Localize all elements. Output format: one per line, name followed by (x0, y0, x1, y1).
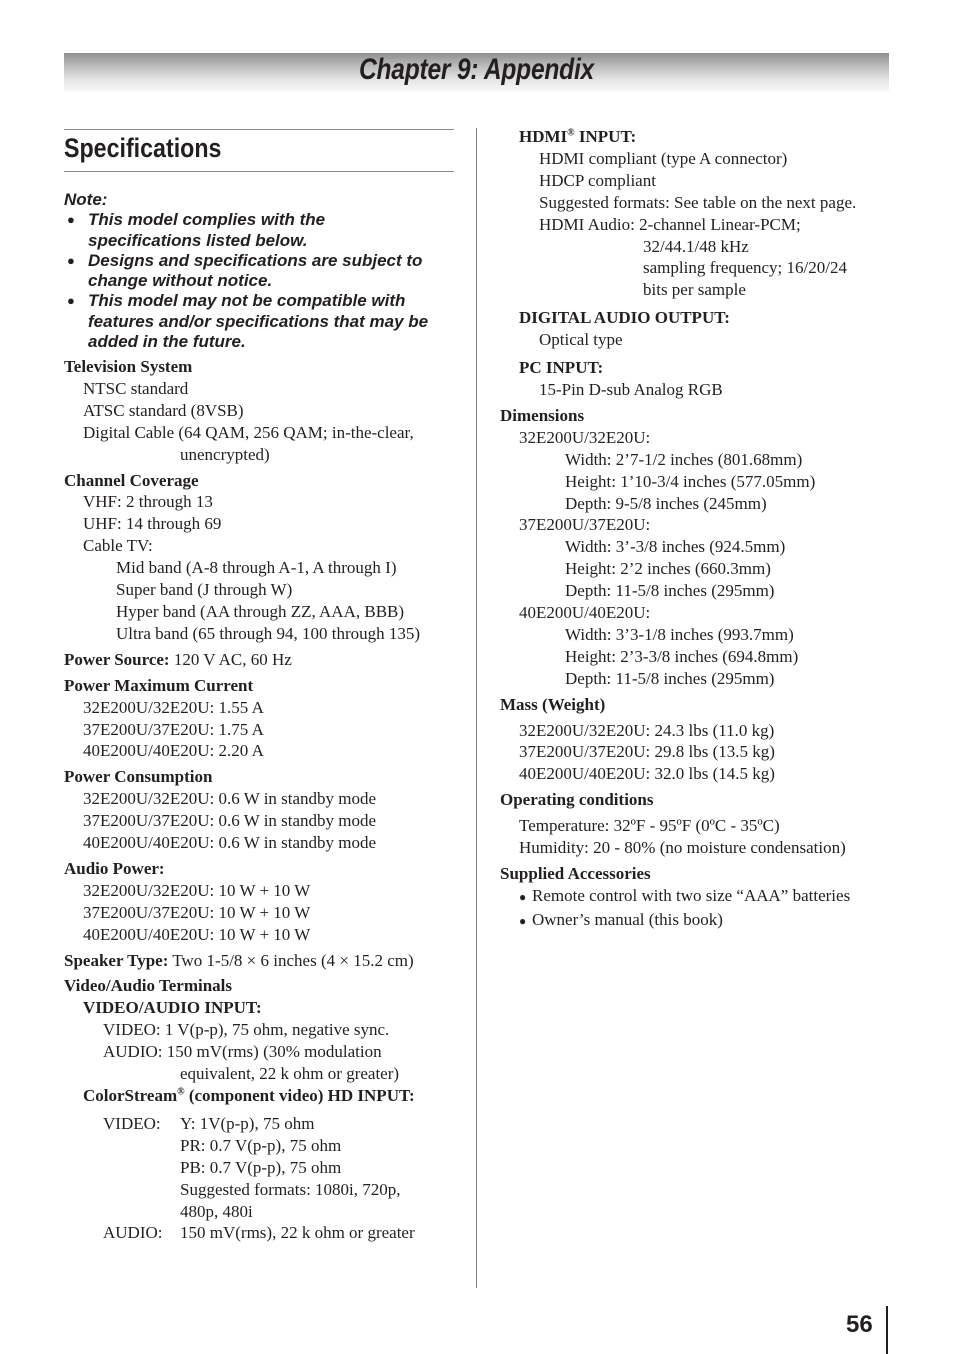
spec-line: sampling frequency; 16/20/24 (643, 258, 847, 278)
spec-line: Suggested formats: See table on the next page. (539, 192, 857, 212)
spec-value: Y: 1V(p-p), 75 ohm (180, 1113, 315, 1133)
note-label: Note: (64, 190, 108, 209)
spec-heading-terminals: Video/Audio Terminals (64, 976, 232, 996)
spec-label: ColorStream (83, 1086, 178, 1105)
spec-line: NTSC standard (83, 378, 189, 398)
note-line: specifications listed below. (88, 230, 308, 250)
column-divider (476, 128, 477, 1288)
left-spec-column (64, 356, 464, 1244)
spec-line: Owner’s manual (this book) (532, 909, 723, 929)
note-block (64, 190, 464, 352)
spec-line: Width: 3’3-1/8 inches (993.7mm) (565, 624, 794, 644)
spec-heading-mass: Mass (Weight) (500, 694, 606, 714)
bullet-icon: ● (519, 913, 527, 928)
spec-line: 15-Pin D-sub Analog RGB (539, 379, 723, 399)
spec-heading-tv-system: Television System (64, 357, 193, 376)
spec-heading-power-consumption: Power Consumption (64, 767, 213, 787)
spec-line: 32E200U/32E20U: 24.3 lbs (11.0 kg) (519, 720, 775, 740)
spec-line: PB: 0.7 V(p-p), 75 ohm (180, 1157, 342, 1177)
spec-line: Suggested formats: 1080i, 720p, (180, 1179, 401, 1199)
spec-line: 37E200U/37E20U: 0.6 W in standby mode (83, 811, 377, 831)
spec-heading-operating: Operating conditions (500, 790, 654, 810)
spec-label: VIDEO: (103, 1113, 161, 1133)
spec-line: Cable TV: (83, 536, 153, 556)
page-number: 56 (846, 1311, 873, 1338)
bullet-icon: ● (67, 252, 75, 268)
spec-line: 40E200U/40E20U: 32.0 lbs (14.5 kg) (519, 764, 775, 784)
note-line: This model may not be compatible with (88, 291, 406, 311)
spec-line: VHF: 2 through 13 (83, 492, 213, 512)
bullet-icon: ● (67, 293, 75, 309)
note-item (64, 210, 464, 251)
spec-heading-power-current: Power Maximum Current (64, 675, 254, 695)
bullet-icon: ● (519, 889, 527, 904)
spec-line: 32E200U/32E20U: 1.55 A (83, 697, 264, 717)
spec-line: 40E200U/40E20U: (519, 603, 651, 623)
spec-label: HDMI (519, 127, 568, 146)
spec-heading-digital-audio: DIGITAL AUDIO OUTPUT: (519, 308, 730, 328)
spec-line: 37E200U/37E20U: 10 W + 10 W (83, 902, 311, 922)
spec-line: Super band (J through W) (116, 580, 293, 600)
section-title: Specifications (64, 133, 222, 163)
spec-line: PR: 0.7 V(p-p), 75 ohm (180, 1135, 342, 1155)
spec-line: 32E200U/32E20U: 10 W + 10 W (83, 880, 311, 900)
page-number-rule (886, 1306, 888, 1354)
section-rule-top (64, 129, 454, 130)
spec-line: AUDIO: 150 mV(rms) (30% modulation (103, 1042, 382, 1062)
note-line: This model complies with the (88, 210, 326, 230)
spec-label: INPUT: (574, 127, 637, 146)
spec-line: Ultra band (65 through 94, 100 through 135) (116, 623, 421, 643)
spec-line: 37E200U/37E20U: 29.8 lbs (13.5 kg) (519, 742, 775, 762)
spec-heading-accessories: Supplied Accessories (500, 864, 651, 883)
spec-label: (component video) HD INPUT: (184, 1086, 415, 1105)
spec-line: 40E200U/40E20U: 0.6 W in standby mode (83, 833, 377, 853)
spec-line: Height: 2’2 inches (660.3mm) (565, 559, 771, 579)
spec-line: equivalent, 22 k ohm or greater) (180, 1064, 400, 1084)
registered-mark: ® (567, 127, 575, 139)
spec-line: Humidity: 20 - 80% (no moisture condensation) (519, 838, 846, 858)
spec-heading-channel: Channel Coverage (64, 470, 199, 490)
spec-line: bits per sample (643, 280, 746, 300)
note-item (64, 291, 464, 352)
spec-value: 150 mV(rms), 22 k ohm or greater (180, 1223, 415, 1243)
list-item (500, 909, 920, 933)
spec-line (64, 1222, 464, 1244)
spec-line: 40E200U/40E20U: 10 W + 10 W (83, 924, 311, 944)
spec-line: Height: 2’3-3/8 inches (694.8mm) (565, 646, 799, 666)
spec-line: 37E200U/37E20U: 1.75 A (83, 719, 264, 739)
spec-line: Hyper band (AA through ZZ, AAA, BBB) (116, 601, 405, 621)
spec-line: Temperature: 32ºF - 95ºF (0ºC - 35ºC) (519, 816, 780, 836)
spec-label: Power Source: (64, 649, 170, 669)
spec-line: HDMI Audio: 2-channel Linear-PCM; (539, 214, 801, 234)
spec-heading-audio-power: Audio Power: (64, 858, 165, 878)
spec-heading-dimensions: Dimensions (500, 405, 585, 425)
spec-subheading-colorstream (64, 1085, 464, 1107)
spec-line: Remote control with two size “AAA” batteries (532, 885, 851, 905)
spec-line: Optical type (539, 330, 623, 350)
right-spec-column (500, 126, 920, 933)
spec-line: 32E200U/32E20U: 0.6 W in standby mode (83, 789, 377, 809)
spec-line: 40E200U/40E20U: 2.20 A (83, 741, 264, 761)
bullet-icon: ● (67, 212, 75, 228)
spec-line: Width: 3’-3/8 inches (924.5mm) (565, 537, 786, 557)
chapter-title: Chapter 9: Appendix (359, 53, 594, 86)
note-line: Designs and specifications are subject to (88, 250, 423, 270)
spec-line (64, 1113, 464, 1135)
spec-line: Depth: 11-5/8 inches (295mm) (565, 668, 775, 688)
spec-line: Digital Cable (64 QAM, 256 QAM; in-the-clear, (83, 422, 414, 442)
note-line: added in the future. (88, 332, 246, 352)
spec-line: unencrypted) (180, 444, 270, 464)
spec-heading-hdmi (500, 126, 920, 148)
spec-line: 37E200U/37E20U: (519, 515, 651, 535)
spec-label: AUDIO: (103, 1223, 163, 1243)
spec-line: ATSC standard (8VSB) (83, 400, 244, 420)
section-rule-bottom (64, 171, 454, 172)
spec-line: UHF: 14 through 69 (83, 514, 222, 534)
spec-value: 120 V AC, 60 Hz (169, 649, 292, 669)
note-line: change without notice. (88, 271, 273, 291)
spec-heading-pc-input: PC INPUT: (519, 358, 604, 378)
spec-line: 480p, 480i (180, 1201, 253, 1221)
spec-label: Speaker Type: (64, 950, 169, 970)
spec-line: Depth: 11-5/8 inches (295mm) (565, 581, 775, 601)
spec-value: Two 1-5/8 × 6 inches (4 × 15.2 cm) (168, 950, 414, 970)
chapter-header-bar (64, 53, 889, 91)
spec-speaker-type (64, 950, 464, 972)
spec-line: 32E200U/32E20U: (519, 427, 651, 447)
list-item (500, 885, 920, 909)
spec-line: Depth: 9-5/8 inches (245mm) (565, 493, 767, 513)
spec-line: HDMI compliant (type A connector) (539, 148, 788, 168)
note-item (64, 251, 464, 292)
spec-line: HDCP compliant (539, 170, 656, 190)
spec-power-source (64, 649, 464, 671)
spec-line: Mid band (A-8 through A-1, A through I) (116, 558, 397, 578)
spec-subheading-video-audio-input: VIDEO/AUDIO INPUT: (83, 998, 262, 1018)
spec-line: Height: 1’10-3/4 inches (577.05mm) (565, 471, 816, 491)
spec-line: Width: 2’7-1/2 inches (801.68mm) (565, 449, 803, 469)
note-line: features and/or specifications that may be (88, 311, 429, 331)
spec-line: VIDEO: 1 V(p-p), 75 ohm, negative sync. (103, 1020, 390, 1040)
spec-line: 32/44.1/48 kHz (643, 236, 749, 256)
registered-mark: ® (177, 1086, 185, 1098)
